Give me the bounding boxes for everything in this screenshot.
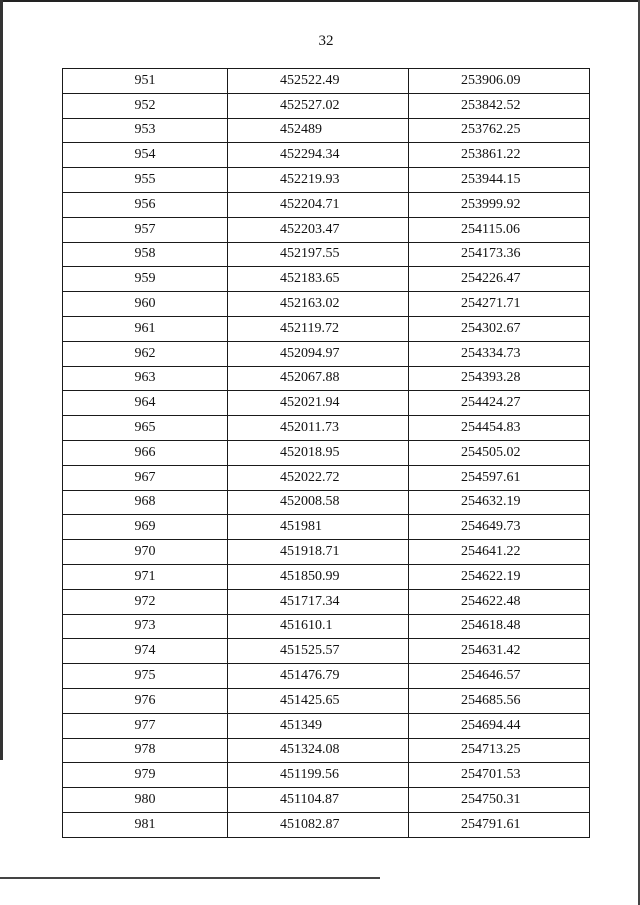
y-coordinate-cell: 254226.47: [409, 267, 590, 292]
x-coordinate-cell: 452522.49: [228, 69, 409, 94]
point-number-cell: 980: [63, 788, 228, 813]
x-coordinate-cell: 452163.02: [228, 292, 409, 317]
point-number-cell: 973: [63, 614, 228, 639]
table-row: [63, 143, 590, 168]
table-row: [63, 589, 590, 614]
x-coordinate-cell: 452119.72: [228, 316, 409, 341]
point-number-cell: 953: [63, 118, 228, 143]
point-number-cell: 976: [63, 688, 228, 713]
coordinates-table: [62, 68, 590, 838]
y-coordinate-cell: 254505.02: [409, 440, 590, 465]
point-number-cell: 965: [63, 416, 228, 441]
x-coordinate-cell: 452011.73: [228, 416, 409, 441]
point-number-cell: 957: [63, 217, 228, 242]
x-coordinate-cell: 451981: [228, 515, 409, 540]
table-row: [63, 341, 590, 366]
table-row: [63, 391, 590, 416]
y-coordinate-cell: 254701.53: [409, 763, 590, 788]
point-number-cell: 955: [63, 168, 228, 193]
table-row: [63, 763, 590, 788]
table-row: [63, 812, 590, 837]
table-row: [63, 316, 590, 341]
table-row: [63, 713, 590, 738]
table-row: [63, 69, 590, 94]
y-coordinate-cell: 254622.19: [409, 564, 590, 589]
table-row: [63, 664, 590, 689]
coordinates-table-body: [63, 69, 590, 838]
x-coordinate-cell: 452183.65: [228, 267, 409, 292]
table-row: [63, 490, 590, 515]
x-coordinate-cell: 452294.34: [228, 143, 409, 168]
x-coordinate-cell: 451525.57: [228, 639, 409, 664]
x-coordinate-cell: 452489: [228, 118, 409, 143]
y-coordinate-cell: 254173.36: [409, 242, 590, 267]
y-coordinate-cell: 254713.25: [409, 738, 590, 763]
x-coordinate-cell: 451850.99: [228, 564, 409, 589]
point-number-cell: 966: [63, 440, 228, 465]
x-coordinate-cell: 452021.94: [228, 391, 409, 416]
table-row: [63, 168, 590, 193]
point-number-cell: 967: [63, 465, 228, 490]
scan-edge-top: [0, 0, 640, 2]
y-coordinate-cell: 254115.06: [409, 217, 590, 242]
y-coordinate-cell: 254597.61: [409, 465, 590, 490]
x-coordinate-cell: 452204.71: [228, 192, 409, 217]
x-coordinate-cell: 451199.56: [228, 763, 409, 788]
x-coordinate-cell: 451349: [228, 713, 409, 738]
y-coordinate-cell: 254750.31: [409, 788, 590, 813]
y-coordinate-cell: 254641.22: [409, 540, 590, 565]
table-row: [63, 242, 590, 267]
point-number-cell: 959: [63, 267, 228, 292]
point-number-cell: 958: [63, 242, 228, 267]
table-row: [63, 564, 590, 589]
x-coordinate-cell: 451918.71: [228, 540, 409, 565]
table-row: [63, 688, 590, 713]
point-number-cell: 972: [63, 589, 228, 614]
y-coordinate-cell: 254632.19: [409, 490, 590, 515]
point-number-cell: 961: [63, 316, 228, 341]
y-coordinate-cell: 254393.28: [409, 366, 590, 391]
y-coordinate-cell: 254618.48: [409, 614, 590, 639]
y-coordinate-cell: 254622.48: [409, 589, 590, 614]
point-number-cell: 951: [63, 69, 228, 94]
point-number-cell: 971: [63, 564, 228, 589]
y-coordinate-cell: 254424.27: [409, 391, 590, 416]
y-coordinate-cell: 254302.67: [409, 316, 590, 341]
point-number-cell: 970: [63, 540, 228, 565]
point-number-cell: 954: [63, 143, 228, 168]
x-coordinate-cell: 451425.65: [228, 688, 409, 713]
table-row: [63, 614, 590, 639]
table-row: [63, 192, 590, 217]
point-number-cell: 964: [63, 391, 228, 416]
table-row: [63, 639, 590, 664]
table-row: [63, 292, 590, 317]
table-row: [63, 93, 590, 118]
point-number-cell: 963: [63, 366, 228, 391]
scan-edge-bottom: [0, 877, 380, 879]
point-number-cell: 962: [63, 341, 228, 366]
y-coordinate-cell: 254791.61: [409, 812, 590, 837]
table-row: [63, 267, 590, 292]
table-row: [63, 788, 590, 813]
y-coordinate-cell: 253906.09: [409, 69, 590, 94]
point-number-cell: 952: [63, 93, 228, 118]
y-coordinate-cell: 253861.22: [409, 143, 590, 168]
table-row: [63, 416, 590, 441]
table-row: [63, 738, 590, 763]
y-coordinate-cell: 254271.71: [409, 292, 590, 317]
table-row: [63, 465, 590, 490]
scan-edge-left: [0, 0, 3, 760]
x-coordinate-cell: 452219.93: [228, 168, 409, 193]
x-coordinate-cell: 452022.72: [228, 465, 409, 490]
x-coordinate-cell: 452067.88: [228, 366, 409, 391]
table-row: [63, 440, 590, 465]
x-coordinate-cell: 451476.79: [228, 664, 409, 689]
y-coordinate-cell: 253999.92: [409, 192, 590, 217]
y-coordinate-cell: 253944.15: [409, 168, 590, 193]
y-coordinate-cell: 254631.42: [409, 639, 590, 664]
x-coordinate-cell: 452527.02: [228, 93, 409, 118]
y-coordinate-cell: 253842.52: [409, 93, 590, 118]
point-number-cell: 968: [63, 490, 228, 515]
x-coordinate-cell: 451324.08: [228, 738, 409, 763]
point-number-cell: 979: [63, 763, 228, 788]
x-coordinate-cell: 451610.1: [228, 614, 409, 639]
y-coordinate-cell: 254646.57: [409, 664, 590, 689]
point-number-cell: 977: [63, 713, 228, 738]
x-coordinate-cell: 452008.58: [228, 490, 409, 515]
x-coordinate-cell: 451717.34: [228, 589, 409, 614]
y-coordinate-cell: 254685.56: [409, 688, 590, 713]
point-number-cell: 975: [63, 664, 228, 689]
x-coordinate-cell: 451082.87: [228, 812, 409, 837]
x-coordinate-cell: 452094.97: [228, 341, 409, 366]
point-number-cell: 978: [63, 738, 228, 763]
point-number-cell: 960: [63, 292, 228, 317]
point-number-cell: 969: [63, 515, 228, 540]
table-row: [63, 540, 590, 565]
x-coordinate-cell: 452018.95: [228, 440, 409, 465]
y-coordinate-cell: 254649.73: [409, 515, 590, 540]
table-row: [63, 515, 590, 540]
y-coordinate-cell: 254334.73: [409, 341, 590, 366]
x-coordinate-cell: 452203.47: [228, 217, 409, 242]
table-row: [63, 217, 590, 242]
y-coordinate-cell: 254694.44: [409, 713, 590, 738]
y-coordinate-cell: 253762.25: [409, 118, 590, 143]
point-number-cell: 981: [63, 812, 228, 837]
table-row: [63, 118, 590, 143]
x-coordinate-cell: 451104.87: [228, 788, 409, 813]
point-number-cell: 974: [63, 639, 228, 664]
page-number: 32: [318, 33, 334, 49]
y-coordinate-cell: 254454.83: [409, 416, 590, 441]
x-coordinate-cell: 452197.55: [228, 242, 409, 267]
point-number-cell: 956: [63, 192, 228, 217]
table-row: [63, 366, 590, 391]
